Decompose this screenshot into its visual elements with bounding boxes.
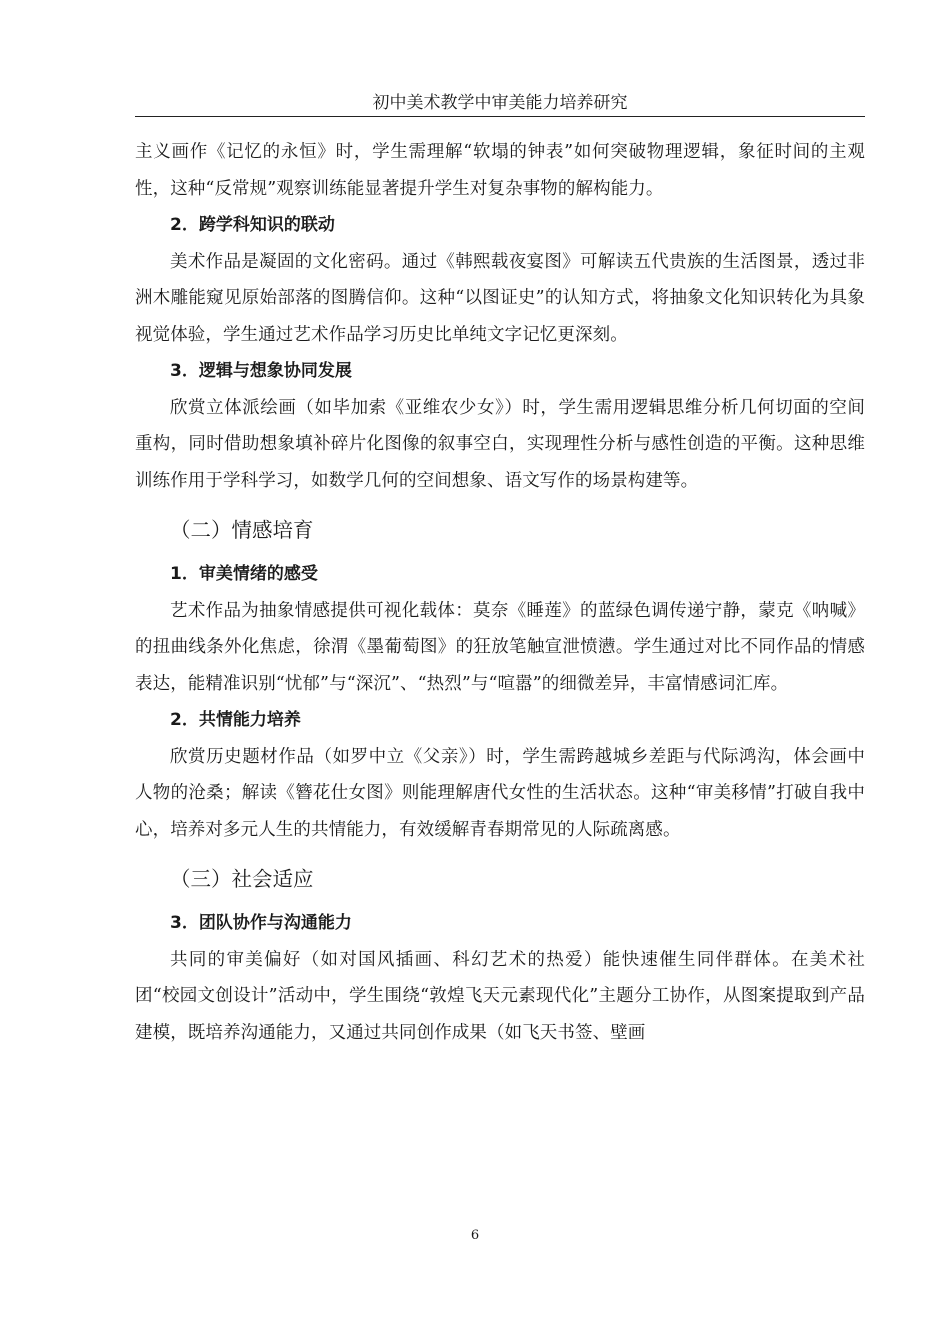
subsection-heading: 3．团队协作与沟通能力: [170, 913, 352, 933]
body-paragraph: 欣赏历史题材作品（如罗中立《父亲》）时，学生需跨越城乡差距与代际鸿沟，体会画中人物的沧桑；解读《簪花仕女图》则能理解唐代女性的生活状态。这种“审美移情”打破自我中心，培养对多元人生的共情能力，有效缓解青春期常见的人际疏离感。: [135, 746, 865, 840]
section-heading: （三）社会适应: [170, 867, 314, 891]
document-body: [135, 134, 865, 1051]
subsection-heading: 2．跨学科知识的联动: [170, 215, 335, 235]
subsection-heading: 2．共情能力培养: [170, 710, 301, 730]
subsection-heading: 1．审美情绪的感受: [170, 564, 318, 584]
page-number: 6: [470, 1228, 480, 1243]
body-paragraph: 欣赏立体派绘画（如毕加索《亚维农少女》）时，学生需用逻辑思维分析几何切面的空间重构，同时借助想象填补碎片化图像的叙事空白，实现理性分析与感性创造的平衡。这种思维训练作用于学科学习，如数学几何的空间想象、语文写作的场景构建等。: [135, 397, 865, 491]
section-heading: （二）情感培育: [170, 518, 314, 542]
body-paragraph: 共同的审美偏好（如对国风插画、科幻艺术的热爱）能快速催生同伴群体。在美术社团“校园文创设计”活动中，学生围绕“敦煌飞天元素现代化”主题分工协作，从图案提取到产品建模，既培养沟通能力，又通过共同创作成果（如飞天书签、壁画: [135, 949, 865, 1043]
body-paragraph: 美术作品是凝固的文化密码。通过《韩熙载夜宴图》可解读五代贵族的生活图景，透过非洲木雕能窥见原始部落的图腾信仰。这种“以图证史”的认知方式，将抽象文化知识转化为具象视觉体验，学生通过艺术作品学习历史比单纯文字记忆更深刻。: [135, 251, 865, 345]
body-paragraph: 主义画作《记忆的永恒》时，学生需理解“软塌的钟表”如何突破物理逻辑，象征时间的主观性，这种“反常规”观察训练能显著提升学生对复杂事物的解构能力。: [135, 142, 865, 199]
subsection-heading: 3．逻辑与想象协同发展: [170, 361, 352, 381]
running-header: 初中美术教学中审美能力培养研究: [135, 90, 865, 117]
body-paragraph: 艺术作品为抽象情感提供可视化载体：莫奈《睡莲》的蓝绿色调传递宁静，蒙克《呐喊》的扭曲线条外化焦虑，徐渭《墨葡萄图》的狂放笔触宣泄愤懑。学生通过对比不同作品的情感表达，能精准识别“忧郁”与“深沉”、“热烈”与“喧嚣”的细微差异，丰富情感词汇库。: [135, 600, 865, 694]
